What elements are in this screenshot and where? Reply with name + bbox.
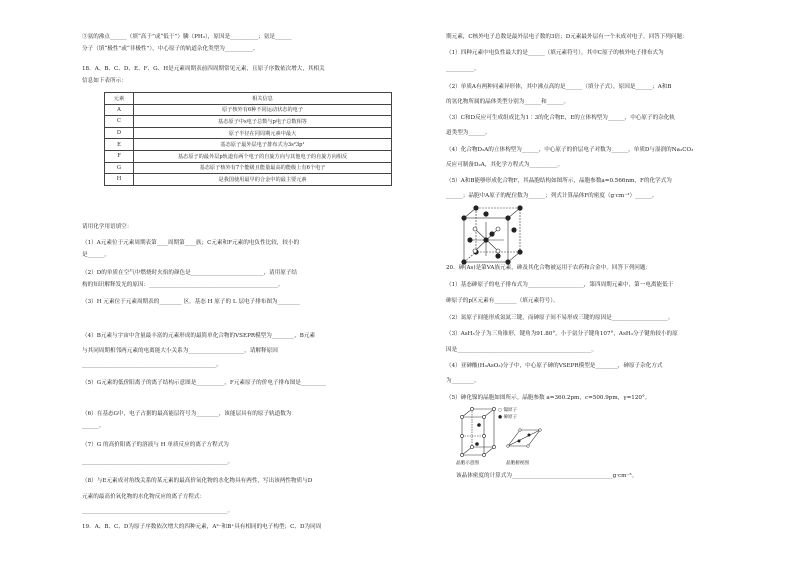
element-info-table (104, 92, 392, 186)
question-part: （3）H 元素位于元素周期表的________ 区。基态 H 原子的 L 层电子排布图为________ (82, 299, 300, 305)
question-part: ______；晶胞中A原子的配位数为______；列式计算晶体F的密度（g·cm⁻³）______。 (446, 193, 658, 199)
question-part: ______。 (82, 423, 105, 429)
question-part: 砷原子的p区元素有________（填元素符号）。 (446, 298, 559, 304)
table-cell: D (105, 127, 134, 139)
question-part: 的氢化物所属的晶体类型分别为______和______。 (446, 99, 570, 105)
legend-nickel: ○ 镍原子 (498, 408, 518, 413)
top-view-diagram (506, 426, 542, 450)
question-part: （1）基态砷原子的电子排布式为____________________，第四周期元素中，第一电离能低于 (446, 282, 674, 288)
question-part: ____________________________________________________。 (82, 508, 234, 514)
table-cell: 基态原子的最外层p轨道有两个电子的自旋方向与其他电子的自旋方向相反 (134, 150, 392, 162)
question-part: 因是________________________________________________。 (446, 347, 598, 353)
question-part: （1）四种元素中电负性最大的是______（填元素符号），其中C原子的核外电子排布式为 (446, 50, 664, 56)
table-header-row (105, 93, 392, 105)
legend-arsenic: ● 砷原子 (498, 415, 518, 420)
question-part: （2）单质A有两种同素异形体，其中沸点高的是______（填分子式），原因是______；A和B (446, 84, 672, 90)
question-part: （1）A元素位于元素周期表第____周期第____族；C元素和F元素的电负性比较，较小的 (82, 240, 300, 246)
caption-cell-schematic: 晶胞示意图 (456, 461, 479, 466)
question-part: ________________________________________________。 (82, 362, 222, 368)
table-cell: H (105, 174, 134, 186)
question-part: （2）D的单质在空气中燃烧时火焰的颜色是__________________________，请用原子结 (82, 270, 298, 276)
question-part: 为________。 (446, 378, 480, 384)
question-part: 构的知识解释发光的原因：______________________________________________。 (82, 282, 284, 288)
table-row (105, 162, 392, 174)
question-part: 与其同周期相邻两元素的电离能大小关系为____________________，请解释原因 (82, 348, 278, 354)
question-part: ____________________________________________________。 (82, 459, 234, 465)
table-cell: A (105, 104, 134, 116)
table-row (105, 104, 392, 116)
question-part: （4）化合物D₂A的立体构型为______，中心原子的价层电子对数为______，单质D与湿润的Na₂CO₃ (446, 147, 694, 153)
table-row (105, 127, 392, 139)
table-cell: 是我国使用最早的合金中的最主要元素 (134, 174, 392, 186)
table-row (105, 116, 392, 128)
question-part: 元素的最高价氧化物的水化物反应的离子方程式： (82, 494, 206, 500)
text-line: ③氨的沸点______（填“高于”或“低于”）膦（PH₃），原因是__________；氨是______ (82, 34, 292, 40)
question-part: __________。 (446, 66, 480, 72)
question-part: （8）与E元素成对角线关系的某元素的最高价氧化物的水化物具有两性，写出该两性物质与D (82, 478, 313, 484)
caption-top-view: 晶胞俯视图 (506, 461, 529, 466)
question-part: （5）A和B能够形成化合物F，其晶胞结构如图所示，晶胞参数a=0.566nm，F的化学式为 (446, 178, 672, 184)
table-row (105, 150, 392, 162)
question-part: （7）G 的高价阳离子的溶液与 H 单质反应的离子方程式为 (82, 442, 229, 448)
table-cell: 基态原子中s电子总数与p电子总数相等 (134, 116, 392, 128)
table-cell: C (105, 116, 134, 128)
nias-unit-cell-diagram (458, 407, 498, 459)
table-row (105, 174, 392, 186)
table-cell: 基态原子核外有7个能级且能量最高的能级上有6个电子 (134, 162, 392, 174)
table-cell: 基态原子最外层电子排布式为3s²3p¹ (134, 139, 392, 151)
table-header-cell: 相关信息 (134, 93, 392, 105)
table-cell: G (105, 162, 134, 174)
question-part: 是______。 (82, 252, 110, 258)
question-part: 该晶体密度的计算式为____________________________________g·cm⁻³。 (456, 473, 638, 479)
question-19-stem: 19．A、B、C、D为原子序数依次增大的四种元素，A²⁻和B⁺具有相同的电子构型；C、D为同周 (82, 524, 322, 530)
question-part: （6）在基态G中，电子占据的最高能层符号为________，该能层具有的原子轨道数为 (82, 411, 292, 417)
question-part: 道类型为______。 (446, 130, 491, 136)
instruction-text: 请用化学用语填空： (82, 224, 133, 230)
question-part: （3）C和D反应可生成组成比为1∶3的化合物E，E的立体构型为______，中心原子的杂化轨 (446, 115, 675, 121)
question-18-stem: 信息如下表所示： (82, 78, 127, 84)
table-header-cell: 元素 (105, 93, 134, 105)
question-part: （3）AsH₃分子为三角锥形，键角为91.80°，小于氨分子键角107°，AsH₃分子键角较小的原 (446, 331, 678, 337)
table-cell: 原子核外有6种不同运动状态的电子 (134, 104, 392, 116)
crystal-cell-figure (458, 204, 528, 266)
text-line: 分子（填“极性”或“非极性”），中心原子的轨道杂化类型为__________。 (82, 46, 259, 52)
question-part: （2）氮原子间能形成氮氮三键，而砷原子间不易形成三键的原因是____________________。 (446, 315, 674, 321)
question-part: （4）亚砷酸(H₃AsO₃)分子中，中心原子砷的VSEPR模型是________，砷原子杂化方式 (446, 363, 663, 369)
question-18-stem: 18．A、B、C、D、E、F、G、H是元素周期表前四周期常见元素，且原子序数依次增大，其相关 (82, 66, 325, 72)
text-line: 期元素，C核外电子总数是最外层电子数的3倍；D元素最外层有一个未成对电子。回答下列问题： (446, 34, 688, 40)
table-row (105, 139, 392, 151)
question-20-stem: 20．砷(As)是第VA族元素，砷及其化合物被运用于农药和合金中。回答下列问题： (446, 265, 652, 271)
question-part: （5）G元素的低价阳离子的离子结构示意图是__________，F元素原子的价电子排布图是_________ (82, 380, 327, 386)
question-part: （4）B元素与宇宙中含量最丰富的元素形成的最简单化合物的VSEPR模型为________，B元素 (82, 333, 316, 339)
table-cell: 原子半径在同周期元素中最大 (134, 127, 392, 139)
table-cell: F (105, 150, 134, 162)
question-part: （5）砷化镍的晶胞如图所示。晶胞参数 a=360.2pm，c=500.9pm，γ=120°。 (446, 395, 651, 401)
question-part: 反应可制备D₂A，其化学方程式为__________。 (446, 162, 564, 168)
table-cell: E (105, 139, 134, 151)
